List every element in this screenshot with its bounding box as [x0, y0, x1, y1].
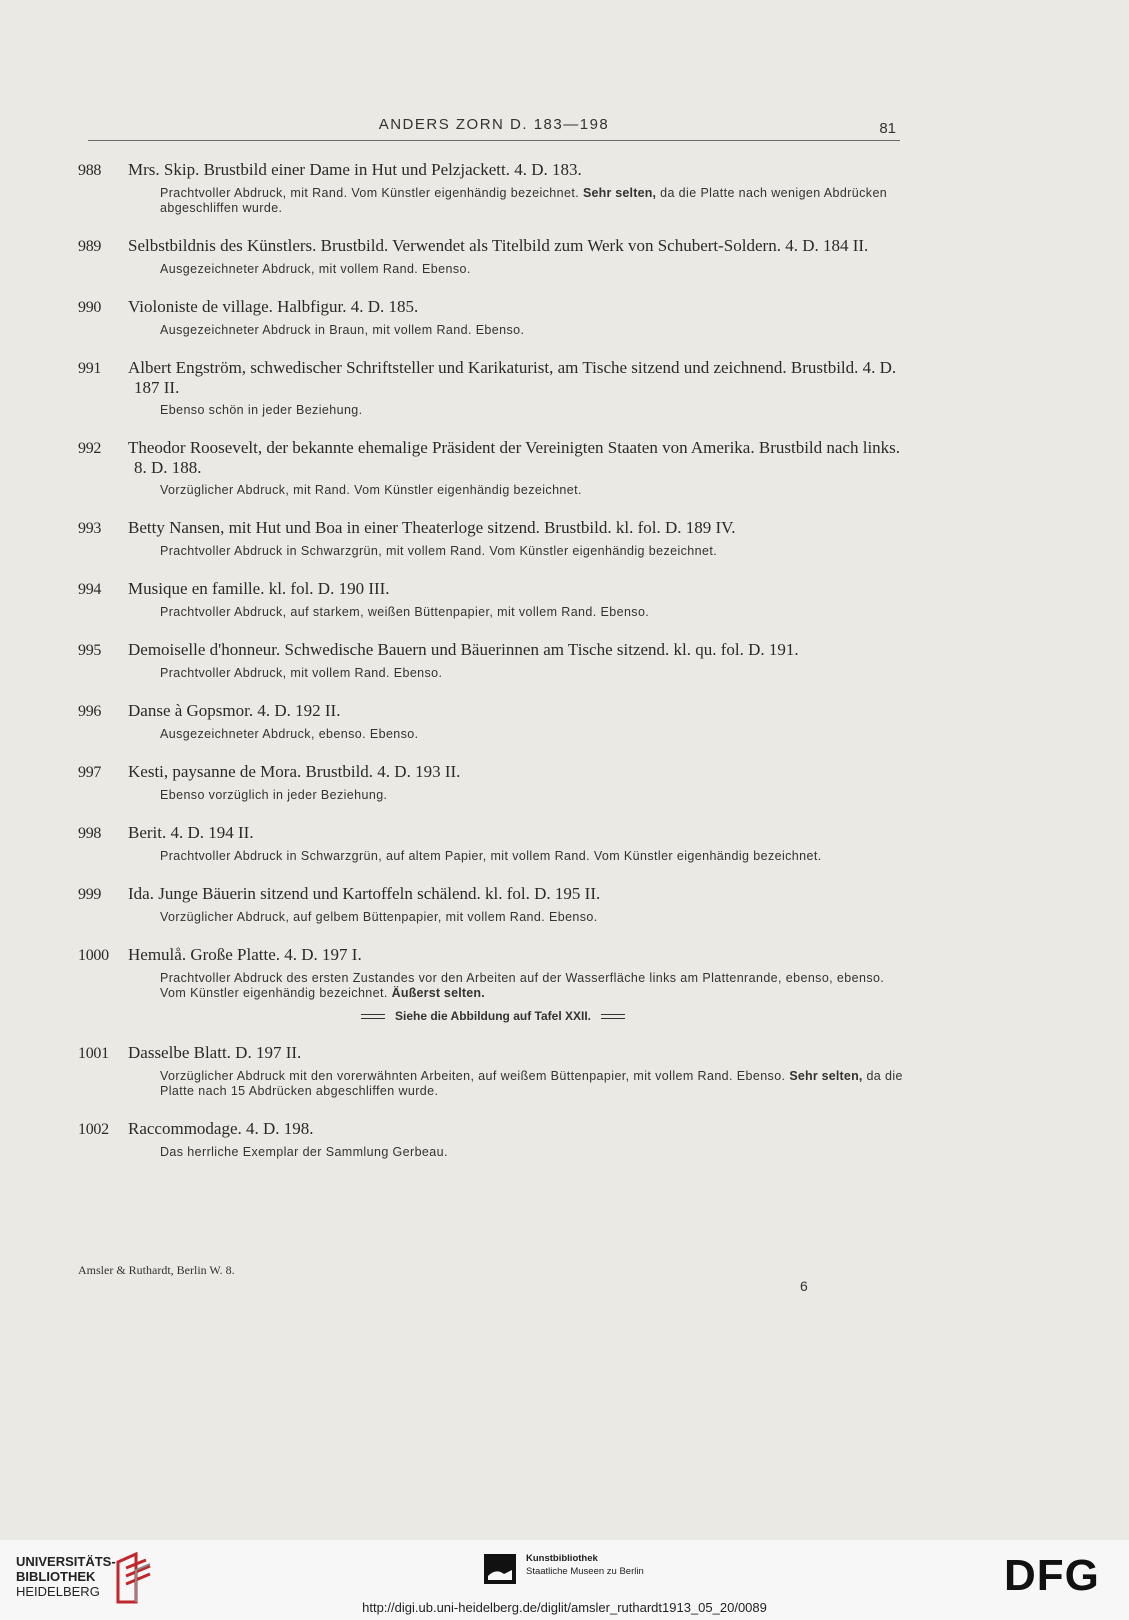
rarity-note: Äußerst selten.: [391, 986, 485, 1000]
plate-reference: Siehe die Abbildung auf Tafel XXII.: [78, 1009, 908, 1023]
catalogue-entry: [78, 236, 908, 277]
entry-title: Berit. 4. D. 194 II.: [128, 823, 254, 842]
entry-note: Prachtvoller Abdruck des ersten Zustandes vor den Arbeiten auf der Wasserfläche links am Plattenrande, ebenso, ebenso. Vom Künstler eigenhändig bezeichnet. Äußerst selten.: [160, 971, 885, 1000]
entry-note: Prachtvoller Abdruck in Schwarzgrün, auf altem Papier, mit vollem Rand. Vom Künstler eigenhändig bezeichnet.: [160, 849, 822, 863]
entry-title: Albert Engström, schwedischer Schriftsteller und Karikaturist, am Tische sitzend und zeichnend. Brustbild. 4. D. 187 II.: [128, 358, 897, 397]
entry-note: Prachtvoller Abdruck, mit Rand. Vom Künstler eigenhändig bezeichnet. Sehr selten, da die Platte nach wenigen Abdrücken abgeschliffen wurde.: [160, 186, 888, 215]
double-rule: [361, 1014, 385, 1019]
entry-number: 995: [78, 642, 102, 659]
entry-number: 1000: [78, 947, 109, 964]
header-title: ANDERS ZORN D. 183—198: [378, 116, 610, 133]
dfg-logo[interactable]: DFG: [1004, 1551, 1100, 1600]
catalogue-entry: [78, 358, 908, 418]
catalogue-entry: [78, 640, 908, 681]
entry-number: 997: [78, 764, 102, 781]
entry-number: 994: [78, 581, 102, 598]
catalogue-entry: [78, 1043, 908, 1099]
entry-note: Ausgezeichneter Abdruck in Braun, mit vollem Rand. Ebenso.: [160, 323, 525, 337]
kunstbibliothek-subtitle: Staatliche Museen zu Berlin: [526, 1566, 644, 1577]
page-number: 81: [879, 120, 896, 137]
entry-number: 999: [78, 886, 102, 903]
catalogue-entry: [78, 762, 908, 803]
entry-note: Vorzüglicher Abdruck mit den vorerwähnten Arbeiten, auf weißem Büttenpapier, mit vollem Rand. Ebenso. Sehr selten, da die Platte nach 15 Abdrücken abgeschliffen wurde.: [160, 1069, 903, 1098]
entry-title: Theodor Roosevelt, der bekannte ehemalige Präsident der Vereinigten Staaten von Amerika. Brustbild nach links. 8. D. 188.: [128, 438, 901, 477]
viewer-footer: [0, 1540, 1129, 1620]
entry-title: Kesti, paysanne de Mora. Brustbild. 4. D. 193 II.: [128, 762, 461, 781]
catalogue-entry: [78, 823, 908, 864]
entry-note: Prachtvoller Abdruck in Schwarzgrün, mit vollem Rand. Vom Künstler eigenhändig bezeichnet.: [160, 544, 718, 558]
catalogue-entry: [78, 701, 908, 742]
catalogue-entry: [78, 1119, 908, 1160]
catalogue-entry: [78, 945, 908, 1023]
entry-note: Vorzüglicher Abdruck, mit Rand. Vom Künstler eigenhändig bezeichnet.: [160, 483, 582, 497]
entry-note: Ebenso vorzüglich in jeder Beziehung.: [160, 788, 388, 802]
catalogue-entry: [78, 438, 908, 498]
entry-title: Musique en famille. kl. fol. D. 190 III.: [128, 579, 390, 598]
entry-title: Mrs. Skip. Brustbild einer Dame in Hut und Pelzjackett. 4. D. 183.: [128, 160, 582, 179]
entry-number: 1001: [78, 1045, 109, 1062]
entry-number: 996: [78, 703, 102, 720]
kunstbibliothek-emblem-icon: [484, 1554, 516, 1584]
entry-number: 1002: [78, 1121, 109, 1138]
rarity-note: Sehr selten,: [789, 1069, 863, 1083]
entry-number: 988: [78, 162, 102, 179]
entry-title: Violoniste de village. Halbfigur. 4. D. 185.: [128, 297, 419, 316]
kunstbibliothek-title: Kunstbibliothek: [526, 1553, 598, 1564]
entry-note: Ausgezeichneter Abdruck, mit vollem Rand. Ebenso.: [160, 262, 471, 276]
catalogue-entry: [78, 884, 908, 925]
entry-title: Dasselbe Blatt. D. 197 II.: [128, 1043, 302, 1062]
entry-title: Hemulå. Große Platte. 4. D. 197 I.: [128, 945, 362, 964]
library-emblem-icon: [112, 1552, 156, 1604]
permalink-url[interactable]: http://digi.ub.uni-heidelberg.de/diglit/amsler_ruthardt1913_05_20/0089: [362, 1600, 767, 1615]
entry-note: Ausgezeichneter Abdruck, ebenso. Ebenso.: [160, 727, 419, 741]
catalogue-entry: [78, 518, 908, 559]
entry-title: Demoiselle d'honneur. Schwedische Bauern und Bäuerinnen am Tische sitzend. kl. qu. fol. D. 191.: [128, 640, 799, 659]
entry-title: Selbstbildnis des Künstlers. Brustbild. Verwendet als Titelbild zum Werk von Schubert-Soldern. 4. D. 184 II.: [128, 236, 869, 255]
entry-number: 992: [78, 440, 102, 457]
catalogue-entry: [78, 297, 908, 338]
entry-number: 989: [78, 238, 102, 255]
sheet-number: 6: [800, 1278, 808, 1294]
rarity-note: Sehr selten,: [582, 186, 657, 200]
entry-number: 991: [78, 360, 102, 377]
entry-note: Ebenso schön in jeder Beziehung.: [160, 403, 363, 417]
double-rule: [601, 1014, 625, 1019]
catalogue-entry: [78, 579, 908, 620]
entry-number: 993: [78, 520, 102, 537]
entry-note: Vorzüglicher Abdruck, auf gelbem Büttenpapier, mit vollem Rand. Ebenso.: [160, 910, 598, 924]
catalogue-entry: [78, 160, 908, 216]
running-header: [88, 112, 900, 141]
entry-number: 998: [78, 825, 102, 842]
entry-number: 990: [78, 299, 102, 316]
entry-note: Prachtvoller Abdruck, auf starkem, weißen Büttenpapier, mit vollem Rand. Ebenso.: [160, 605, 650, 619]
entry-title: Danse à Gopsmor. 4. D. 192 II.: [128, 701, 341, 720]
publisher-imprint: Amsler & Ruthardt, Berlin W. 8.: [78, 1263, 235, 1277]
entry-title: Betty Nansen, mit Hut und Boa in einer Theaterloge sitzend. Brustbild. kl. fol. D. 189 IV.: [128, 518, 736, 537]
entry-note: Prachtvoller Abdruck, mit vollem Rand. Ebenso.: [160, 666, 443, 680]
catalogue-entries: [78, 160, 908, 1180]
university-library-logo[interactable]: UNIVERSITÄTS- BIBLIOTHEK HEIDELBERG: [16, 1554, 166, 1602]
entry-note: Das herrliche Exemplar der Sammlung Gerbeau.: [160, 1145, 448, 1159]
entry-title: Raccommodage. 4. D. 198.: [128, 1119, 314, 1138]
entry-title: Ida. Junge Bäuerin sitzend und Kartoffeln schälend. kl. fol. D. 195 II.: [128, 884, 601, 903]
